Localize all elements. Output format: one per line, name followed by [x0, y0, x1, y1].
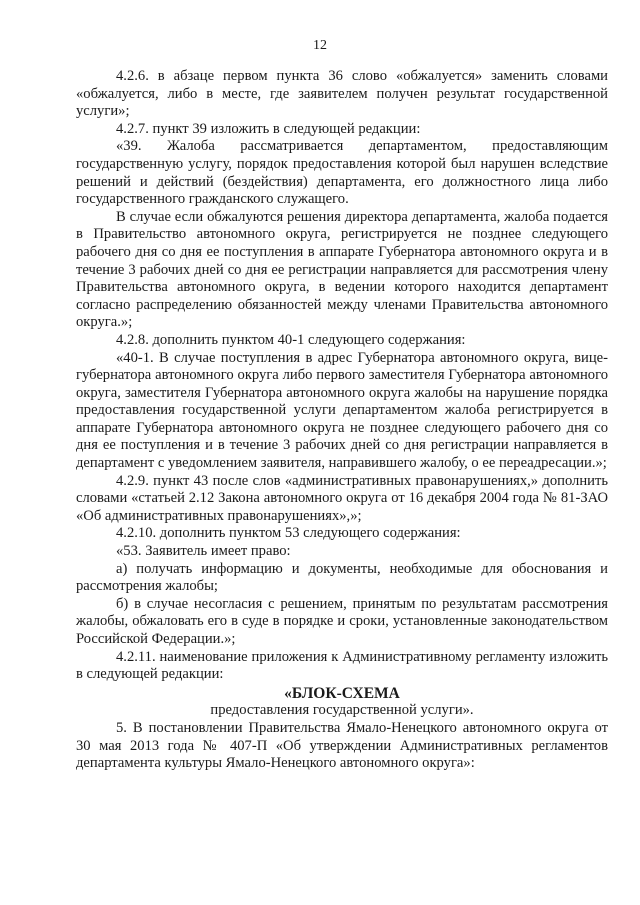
paragraph-4-2-8: 4.2.8. дополнить пунктом 40-1 следующего содержания: — [116, 331, 466, 348]
paragraph-5: 5. В постановлении Правительства Ямало-Ненецкого автономного округа от 30 мая 2013 года № 407-П «Об утверждении Административных регламентов департамента культуры Ямало-Ненецкого автономного округа»: — [76, 719, 608, 772]
paragraph-4-2-10: 4.2.10. дополнить пунктом 53 следующего содержания: — [116, 525, 461, 542]
paragraph-53: «53. Заявитель имеет право: — [116, 543, 291, 560]
paragraph-53-a: а) получать информацию и документы, необходимые для обоснования и рассмотрения жалобы; — [76, 560, 608, 595]
paragraph-4-2-6: 4.2.6. в абзаце первом пункта 36 слово «обжалуется» заменить словами «обжалуется, либо в месте, где заявителем получен результат государственной услуги»; — [76, 68, 608, 120]
paragraph-53-b: б) в случае несогласия с решением, принятым по результатам рассмотрения жалобы, обжаловать его в суде в порядке и сроки, установленные законодательством Российской Федерации.»; — [76, 595, 608, 647]
paragraph-40-1: «40-1. В случае поступления в адрес Губернатора автономного округа, вице-губернатора автономного округа либо первого заместителя Губернатора автономного округа, заместителя Губернатора автономного округа жалобы на нарушение порядка предоставления государственной услуги департаментом жалоба регистрируется в аппарате Губернатора автономного округа не позднее следующего рабочего дня со дня ее поступления и в течение 3 рабочих дней со дня регистрации направляется в департамент с уведомлением заявителя, направившего жалобу, о ее переадресации.»; — [76, 349, 608, 472]
section-subheading: предоставления государственной услуги». — [210, 702, 474, 719]
paragraph-4-2-11: 4.2.11. наименование приложения к Административному регламенту изложить в следующей редакции: — [76, 648, 608, 683]
paragraph-4-2-9: 4.2.9. пункт 43 после слов «административных правонарушениях,» дополнить словами «статьей 2.12 Закона автономного округа от 16 декабря 2004 года № 81-ЗАО «Об административных правонарушениях»,»; — [76, 472, 608, 524]
page-number: 12 — [313, 38, 327, 53]
document-body — [76, 68, 608, 773]
section-heading: «БЛОК-СХЕМА — [284, 684, 400, 702]
paragraph-39-continued: В случае если обжалуются решения директора департамента, жалоба подается в Правительство автономного округа, регистрируется не позднее следующего рабочего дня со дня ее поступления в аппарате Губернатора автономного округа и в течение 3 рабочих дней со дня ее регистрации направляется для рассмотрения члену Правительства автономного округа, в ведении которого находится департамент согласно распределению обязанностей между членами Правительства автономного округа.»; — [76, 208, 608, 331]
paragraph-4-2-7: 4.2.7. пункт 39 изложить в следующей редакции: — [116, 120, 421, 137]
paragraph-39: «39. Жалоба рассматривается департаментом, предоставляющим государственную услугу, порядок предоставления которой был нарушен вследствие решений и действий (бездействия) департамента, его должностного лица либо государственного гражданского служащего. — [76, 138, 608, 208]
